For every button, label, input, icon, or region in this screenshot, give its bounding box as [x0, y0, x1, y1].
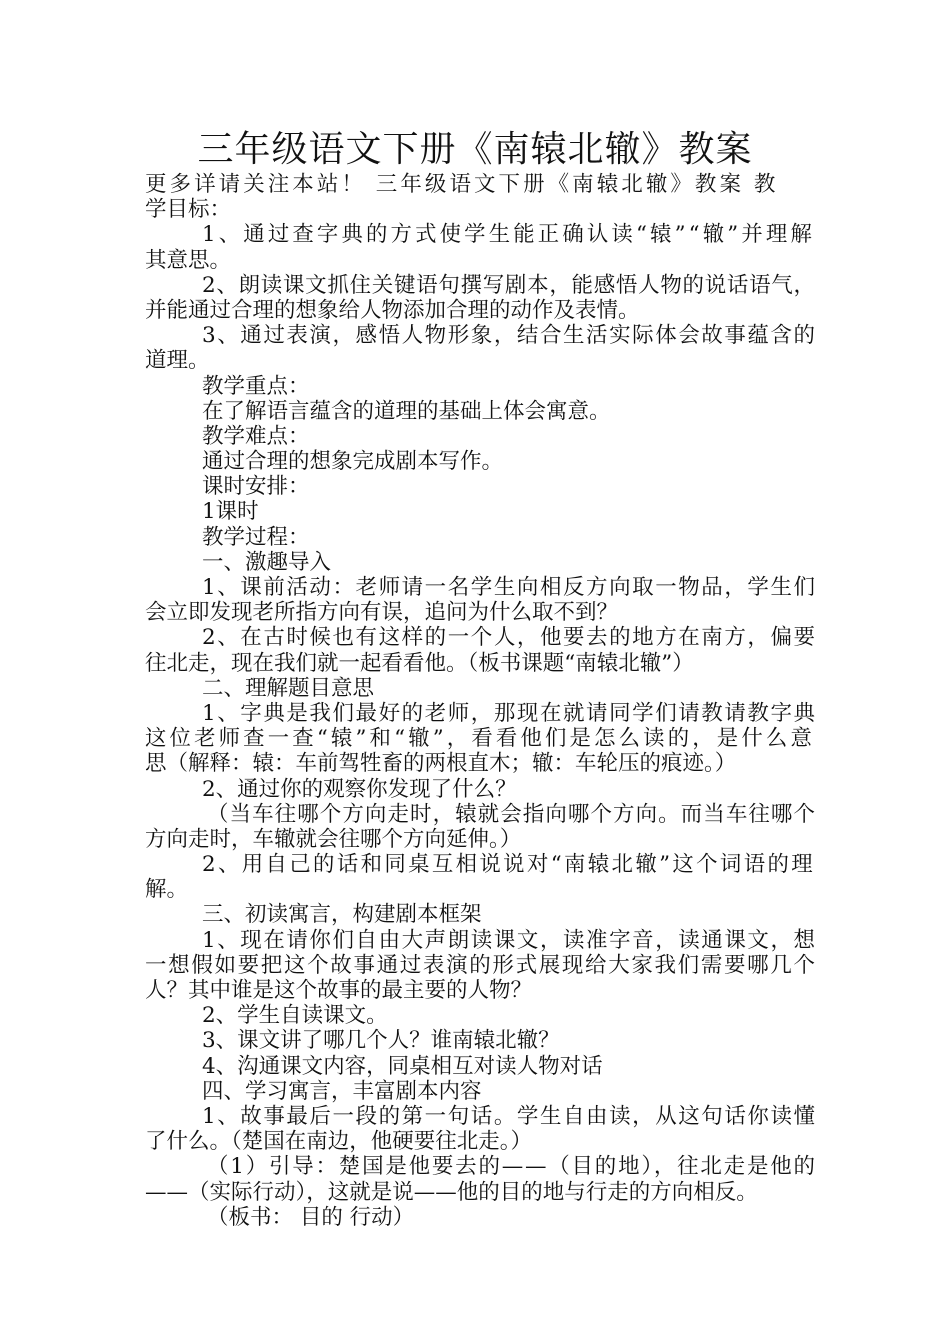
text-line	[145, 651, 815, 676]
text-line	[145, 172, 815, 197]
text-line	[145, 499, 815, 524]
text-line-content: 2、朗读课文抓住关键语句撰写剧本，能感悟人物的说话语气，	[202, 272, 816, 298]
text-line	[145, 1154, 815, 1179]
text-line-content: 会立即发现老所指方向有误，追问为什么取不到？	[145, 600, 619, 626]
text-line	[145, 777, 815, 802]
text-line-content: 这位老师查一查“辕”和“辙”，看看他们是怎么读的，是什么意	[145, 726, 815, 752]
text-line	[145, 575, 815, 600]
text-line	[145, 348, 815, 373]
text-line-content: 通过合理的想象完成剧本写作。	[202, 449, 504, 475]
text-line-content: 教学难点：	[202, 423, 310, 449]
text-line	[145, 222, 815, 247]
text-line-content: 一想假如要把这个故事通过表演的形式展现给大家我们需要哪几个	[145, 952, 817, 978]
text-line	[145, 424, 815, 449]
text-line	[145, 525, 815, 550]
text-line-content: 在了解语言蕴含的道理的基础上体会寓意。	[202, 398, 611, 424]
text-line-content: 往北走，现在我们就一起看看他。（板书课题“南辕北辙”）	[145, 650, 694, 676]
text-line	[145, 374, 815, 399]
text-line-content: 2、学生自读课文。	[202, 1003, 388, 1029]
text-line	[145, 1028, 815, 1053]
text-line-content: 其意思。	[145, 247, 232, 273]
text-line-content: 教学重点：	[202, 373, 310, 399]
text-line	[145, 399, 815, 424]
text-line-content: 2、在古时候也有这样的一个人，他要去的地方在南方，偏要	[202, 625, 817, 651]
text-line-content: 一、激趣导入	[202, 549, 332, 575]
text-line	[145, 1054, 815, 1079]
text-line-content: 教学过程：	[202, 524, 310, 550]
document-title: 三年级语文下册《南辕北辙》教案	[197, 129, 753, 170]
document-body	[145, 172, 815, 1230]
text-line	[145, 1104, 815, 1129]
text-line	[145, 1205, 815, 1230]
text-line	[145, 751, 815, 776]
text-line	[145, 902, 815, 927]
text-line-content: 3、课文讲了哪几个人？谁南辕北辙？	[202, 1028, 560, 1054]
text-line-content: 学目标：	[145, 197, 232, 223]
text-line-content: 4、沟通课文内容，同桌相互对读人物对话	[202, 1053, 603, 1079]
text-line	[145, 1003, 815, 1028]
text-line	[145, 273, 815, 298]
text-line	[145, 676, 815, 701]
text-line-content: 3、通过表演，感悟人物形象，结合生活实际体会故事蕴含的	[202, 323, 817, 349]
text-line	[145, 953, 815, 978]
text-line-content: 2、通过你的观察你发现了什么？	[202, 776, 517, 802]
text-line-content: 三、初读寓言，构建剧本框架	[202, 902, 482, 928]
text-line	[145, 323, 815, 348]
text-line	[145, 197, 815, 222]
text-line-content: （当车往哪个方向走时，辕就会指向哪个方向。而当车往哪个	[207, 801, 817, 827]
text-line	[145, 1129, 815, 1154]
text-line-content: 课时安排：	[202, 474, 310, 500]
text-line-content: 1、课前活动：老师请一名学生向相反方向取一物品，学生们	[202, 575, 817, 600]
text-line	[145, 550, 815, 575]
text-line-content: 1、故事最后一段的第一句话。学生自由读，从这句话你读懂	[202, 1103, 817, 1129]
text-line	[145, 726, 815, 751]
text-line-content: 1、字典是我们最好的老师，那现在就请同学们请教请教字典	[202, 700, 817, 726]
text-line	[145, 474, 815, 499]
text-line	[145, 248, 815, 273]
text-line-content: 二、理解题目意思	[202, 675, 375, 701]
text-line-content: 解。	[145, 877, 189, 903]
text-line-content: 更多详请关注本站！ 三年级语文下册《南辕北辙》教案 教	[145, 172, 779, 197]
text-line	[145, 877, 815, 902]
text-line-content: 道理。	[145, 348, 210, 374]
text-line-content: （1）引导：楚国是他要去的——（目的地），往北走是他的	[207, 1154, 817, 1180]
text-line	[145, 978, 815, 1003]
text-line	[145, 852, 815, 877]
text-line-content: 1、现在请你们自由大声朗读课文，读准字音，读通课文，想	[202, 927, 817, 953]
text-line-content: 2、用自己的话和同桌互相说说对“南辕北辙”这个词语的理	[202, 852, 815, 878]
text-line	[145, 1180, 815, 1205]
text-line-content: 1课时	[202, 499, 259, 525]
text-line-content: ——（实际行动），这就是说——他的目的地与行走的方向相反。	[145, 1179, 758, 1205]
text-line	[145, 1079, 815, 1104]
text-line-content: 1、通过查字典的方式使学生能正确认读“辕”“辙”并理解	[202, 222, 815, 248]
text-line-content: 四、学习寓言，丰富剧本内容	[202, 1078, 482, 1104]
text-line	[145, 600, 815, 625]
text-line	[145, 802, 815, 827]
text-line	[145, 298, 815, 323]
text-line-content: 并能通过合理的想象给人物添加合理的动作及表情。	[145, 297, 640, 323]
text-line-content: （板书： 目的 行动）	[207, 1204, 415, 1230]
text-line-content: 思（解释：辕：车前驾牲畜的两根直木；辙：车轮压的痕迹。）	[145, 751, 737, 777]
text-line	[145, 928, 815, 953]
text-line	[145, 449, 815, 474]
text-line	[145, 827, 815, 852]
text-line	[145, 625, 815, 650]
text-line	[145, 701, 815, 726]
text-line-content: 人？其中谁是这个故事的最主要的人物？	[145, 978, 533, 1003]
text-line-content: 方向走时，车辙就会往哪个方向延伸。）	[145, 826, 522, 852]
text-line-content: 了什么。（楚国在南边，他硬要往北走。）	[145, 1129, 533, 1155]
